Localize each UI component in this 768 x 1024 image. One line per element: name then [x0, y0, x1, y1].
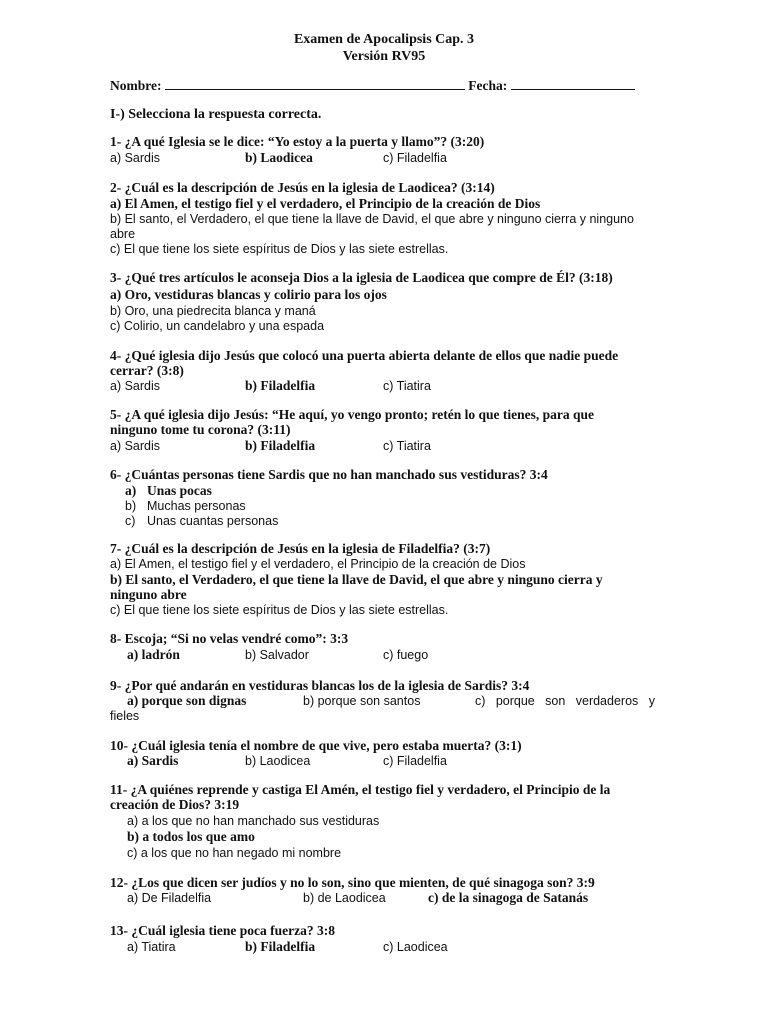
name-blank: [165, 77, 465, 90]
q7-option-a: a) El Amen, el testigo fiel y el verdadero, el Principio de la creación de Dios: [110, 557, 526, 571]
question-11: 11- ¿A quiénes reprende y castiga El Amén, el testigo fiel y verdadero, el Principio de la: [110, 782, 611, 797]
q5-option-b: b) Filadelfia: [245, 438, 316, 453]
question-12: 12- ¿Los que dicen ser judíos y no lo son, sino que mienten, de qué sinagoga son? 3:9: [110, 875, 595, 890]
q7-option-c: c) El que tiene los siete espíritus de Dios y las siete estrellas.: [110, 603, 449, 617]
q1-option-a: a) Sardis: [110, 151, 161, 165]
question-4-cont: cerrar? (3:8): [110, 363, 184, 378]
q12-option-a: a) De Filadelfia: [127, 891, 212, 905]
q11-option-c: c) a los que no han negado mi nombre: [127, 846, 342, 860]
q4-option-b: b) Filadelfia: [245, 378, 316, 393]
question-3: 3- ¿Qué tres artículos le aconseja Dios a la iglesia de Laodicea que compre de Él? (3:18): [110, 270, 613, 285]
q6-option-c: Unas cuantas personas: [147, 514, 279, 528]
q11-option-b: b) a todos los que amo: [127, 829, 255, 844]
q6-option-a-letter: a): [125, 483, 137, 498]
q1-option-c: c) Filadelfia: [383, 151, 447, 165]
date-blank: [511, 77, 635, 90]
q7-option-b: b) El santo, el Verdadero, el que tiene la llave de David, el que abre y ninguno cierra y: [110, 572, 603, 587]
question-5: 5- ¿A qué iglesia dijo Jesús: “He aquí, yo vengo pronto; retén lo que tienes, para que: [110, 407, 595, 422]
q3-option-c: c) Colirio, un candelabro y una espada: [110, 319, 325, 333]
name-label: Nombre:: [110, 78, 162, 93]
q12-option-c: c) de la sinagoga de Satanás: [428, 890, 589, 905]
exam-version: Versión RV95: [342, 49, 426, 64]
q8-option-c: c) fuego: [383, 648, 429, 662]
question-9: 9- ¿Por qué andarán en vestiduras blancas los de la iglesia de Sardis? 3:4: [110, 678, 530, 693]
question-7: 7- ¿Cuál es la descripción de Jesús en la iglesia de Filadelfia? (3:7): [110, 541, 491, 556]
question-11-cont: creación de Dios? 3:19: [110, 797, 240, 812]
q10-option-b: b) Laodicea: [245, 754, 311, 768]
q12-option-b: b) de Laodicea: [303, 891, 386, 905]
q2-option-b-cont: abre: [110, 227, 136, 241]
section-heading: I-) Selecciona la respuesta correcta.: [110, 107, 322, 122]
q4-option-a: a) Sardis: [110, 379, 161, 393]
q7-option-b-cont: ninguno abre: [110, 587, 187, 602]
q2-option-a: a) El Amen, el testigo fiel y el verdadero, el Principio de la creación de Dios: [110, 196, 541, 211]
q9-option-a: a) porque son dignas: [127, 693, 247, 708]
question-2: 2- ¿Cuál es la descripción de Jesús en la iglesia de Laodicea? (3:14): [110, 180, 495, 195]
question-5-cont: ninguno tome tu corona? (3:11): [110, 422, 291, 437]
q11-option-a: a) a los que no han manchado sus vestiduras: [127, 814, 380, 828]
exam-title: Examen de Apocalipsis Cap. 3: [293, 32, 475, 47]
q8-option-a: a) ladrón: [127, 647, 180, 662]
q10-option-a: a) Sardis: [127, 753, 179, 768]
q2-option-b: b) El santo, el Verdadero, el que tiene la llave de David, el que abre y ninguno cierra y ninguno: [110, 212, 634, 226]
q9-option-c-cont: fieles: [110, 709, 140, 723]
q6-option-b: Muchas personas: [147, 499, 246, 513]
q13-option-c: c) Laodicea: [383, 940, 448, 954]
question-4: 4- ¿Qué iglesia dijo Jesús que colocó una puerta abierta delante de ellos que nadie puede: [110, 348, 619, 363]
question-6: 6- ¿Cuántas personas tiene Sardis que no han manchado sus vestiduras? 3:4: [110, 467, 548, 482]
q6-option-a: Unas pocas: [147, 483, 212, 498]
q1-option-b: b) Laodicea: [245, 150, 313, 165]
q13-option-a: a) Tiatira: [127, 940, 176, 954]
q5-option-c: c) Tiatira: [383, 439, 431, 453]
question-13: 13- ¿Cuál iglesia tiene poca fuerza? 3:8: [110, 923, 335, 938]
q9-option-b: b) porque son santos: [303, 694, 421, 708]
q6-option-c-letter: c): [125, 514, 136, 528]
q3-option-a: a) Oro, vestiduras blancas y colirio para los ojos: [110, 287, 387, 302]
name-field-row: [110, 77, 635, 94]
q9-option-c: c) porque son verdaderos y: [475, 694, 655, 708]
q5-option-a: a) Sardis: [110, 439, 161, 453]
q2-option-c: c) El que tiene los siete espíritus de Dios y las siete estrellas.: [110, 242, 449, 256]
question-1: 1- ¿A qué Iglesia se le dice: “Yo estoy a la puerta y llamo”? (3:20): [110, 134, 485, 149]
q6-option-b-letter: b): [125, 499, 137, 513]
q3-option-b: b) Oro, una piedrecita blanca y maná: [110, 304, 316, 318]
q13-option-b: b) Filadelfia: [245, 939, 316, 954]
q4-option-c: c) Tiatira: [383, 379, 431, 393]
question-10: 10- ¿Cuál iglesia tenía el nombre de que vive, pero estaba muerta? (3:1): [110, 738, 522, 753]
question-8: 8- Escoja; “Si no velas vendré como”: 3:3: [110, 631, 349, 646]
q8-option-b: b) Salvador: [245, 648, 309, 662]
q10-option-c: c) Filadelfia: [383, 754, 447, 768]
date-label: Fecha:: [468, 78, 508, 93]
